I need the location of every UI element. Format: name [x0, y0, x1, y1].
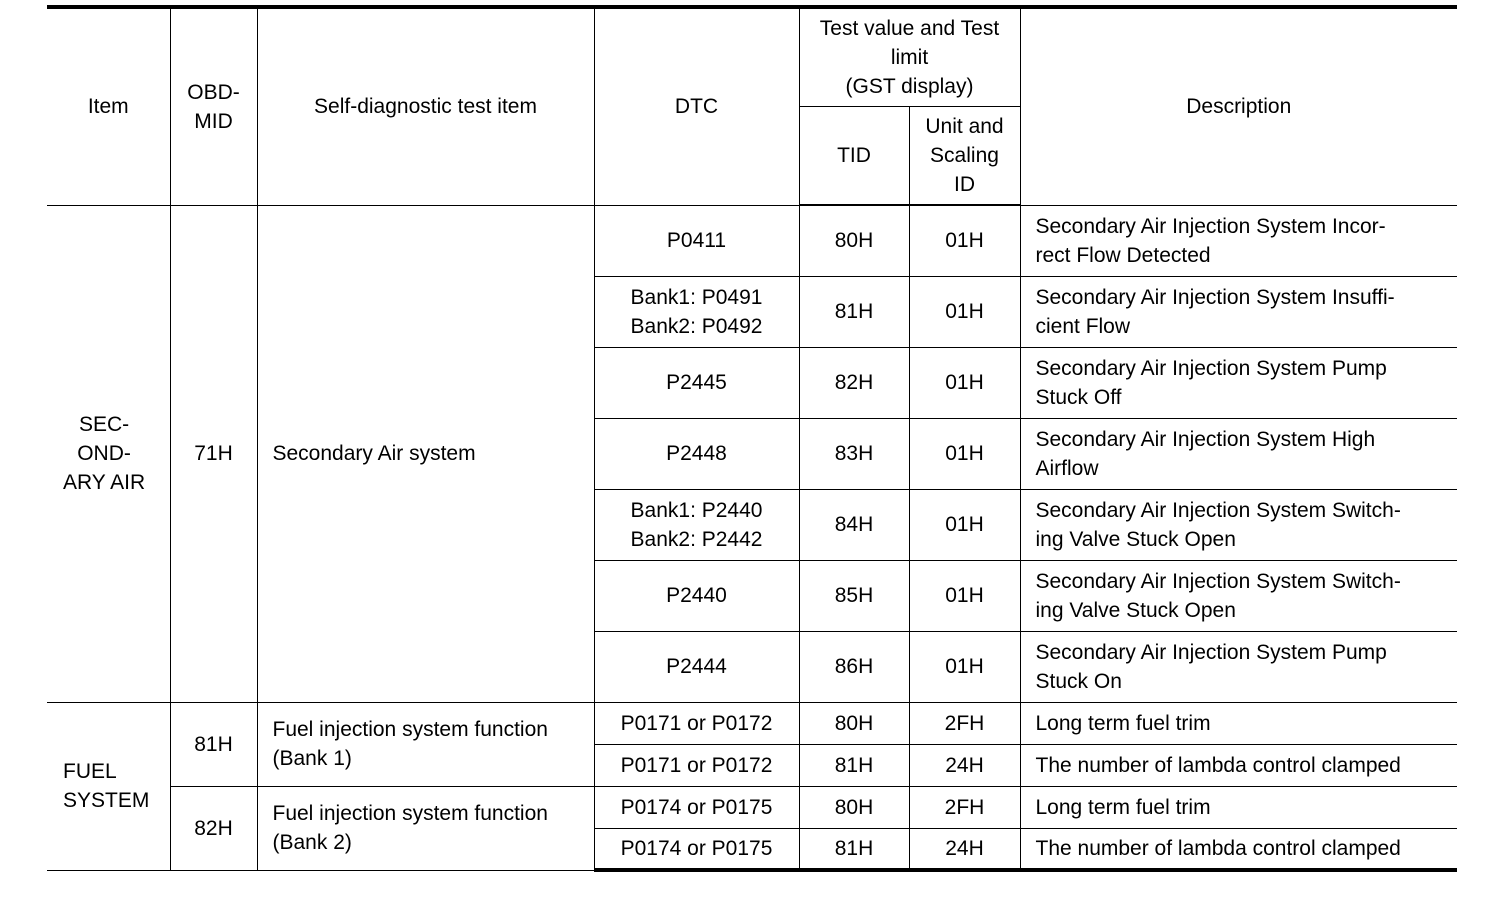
- dtc-cell: P0174 or P0175: [594, 786, 799, 828]
- dtc-cell: P2444: [594, 631, 799, 702]
- description-cell: Secondary Air Injection System High Airflow: [1020, 418, 1457, 489]
- description-cell: Long term fuel trim: [1020, 702, 1457, 744]
- description-cell: The number of lambda control clamped: [1020, 828, 1457, 870]
- unit-cell: 01H: [909, 489, 1020, 560]
- dtc-cell: P0174 or P0175: [594, 828, 799, 870]
- header-obd-mid: OBD- MID: [170, 7, 257, 205]
- header-unit-scaling-id: Unit and Scaling ID: [909, 106, 1020, 205]
- obd-mid-cell: 82H: [170, 786, 257, 870]
- header-self-diagnostic-test-item: Self-diagnostic test item: [257, 7, 594, 205]
- dtc-cell: P2448: [594, 418, 799, 489]
- header-dtc: DTC: [594, 7, 799, 205]
- unit-cell: 24H: [909, 828, 1020, 870]
- header-item: Item: [47, 7, 170, 205]
- tid-cell: 81H: [799, 276, 909, 347]
- dtc-cell: P0411: [594, 205, 799, 276]
- description-cell: Secondary Air Injection System Pump Stuck Off: [1020, 347, 1457, 418]
- tid-cell: 84H: [799, 489, 909, 560]
- tid-cell: 86H: [799, 631, 909, 702]
- table-row: [47, 205, 1457, 276]
- description-cell: Secondary Air Injection System Incor- rect Flow Detected: [1020, 205, 1457, 276]
- dtc-cell: P2445: [594, 347, 799, 418]
- tid-cell: 82H: [799, 347, 909, 418]
- dtc-cell: Bank1: P0491 Bank2: P0492: [594, 276, 799, 347]
- header-test-value-group: Test value and Test limit (GST display): [799, 7, 1020, 106]
- obd-mid-cell: 71H: [170, 205, 257, 702]
- description-cell: Long term fuel trim: [1020, 786, 1457, 828]
- unit-cell: 24H: [909, 744, 1020, 786]
- description-cell: Secondary Air Injection System Pump Stuck On: [1020, 631, 1457, 702]
- description-cell: Secondary Air Injection System Insuffi- cient Flow: [1020, 276, 1457, 347]
- description-cell: Secondary Air Injection System Switch- ing Valve Stuck Open: [1020, 560, 1457, 631]
- unit-cell: 01H: [909, 276, 1020, 347]
- table-row: [47, 786, 1457, 828]
- description-cell: Secondary Air Injection System Switch- ing Valve Stuck Open: [1020, 489, 1457, 560]
- unit-cell: 2FH: [909, 702, 1020, 744]
- header-description: Description: [1020, 7, 1457, 205]
- unit-cell: 01H: [909, 205, 1020, 276]
- unit-cell: 2FH: [909, 786, 1020, 828]
- dtc-cell: P2440: [594, 560, 799, 631]
- tid-cell: 80H: [799, 205, 909, 276]
- tid-cell: 81H: [799, 828, 909, 870]
- item-cell-secondary-air: SEC- OND- ARY AIR: [47, 205, 170, 702]
- description-cell: The number of lambda control clamped: [1020, 744, 1457, 786]
- dtc-cell: Bank1: P2440 Bank2: P2442: [594, 489, 799, 560]
- table-body: [47, 205, 1457, 870]
- unit-cell: 01H: [909, 631, 1020, 702]
- tid-cell: 81H: [799, 744, 909, 786]
- obd-test-table: [47, 5, 1457, 872]
- unit-cell: 01H: [909, 347, 1020, 418]
- header-tid: TID: [799, 106, 909, 205]
- tid-cell: 83H: [799, 418, 909, 489]
- tid-cell: 80H: [799, 702, 909, 744]
- item-cell-fuel-system: FUEL SYSTEM: [47, 702, 170, 870]
- tid-cell: 85H: [799, 560, 909, 631]
- dtc-cell: P0171 or P0172: [594, 744, 799, 786]
- test-item-cell: Fuel injection system function (Bank 1): [257, 702, 594, 786]
- table-header: [47, 7, 1457, 205]
- obd-mid-cell: 81H: [170, 702, 257, 786]
- unit-cell: 01H: [909, 418, 1020, 489]
- unit-cell: 01H: [909, 560, 1020, 631]
- test-item-cell: Secondary Air system: [257, 205, 594, 702]
- test-item-cell: Fuel injection system function (Bank 2): [257, 786, 594, 870]
- table-row: [47, 702, 1457, 744]
- dtc-cell: P0171 or P0172: [594, 702, 799, 744]
- tid-cell: 80H: [799, 786, 909, 828]
